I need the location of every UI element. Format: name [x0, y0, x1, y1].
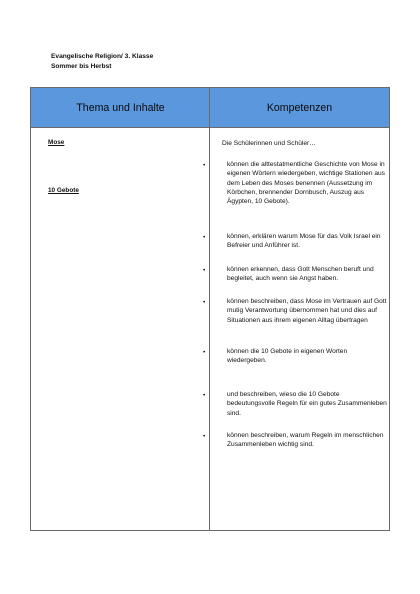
curriculum-table — [30, 87, 390, 531]
bullet-5: • — [203, 349, 206, 356]
bullet-6: • — [203, 392, 206, 399]
column-header-topics: Thema und Inhalte — [76, 101, 165, 114]
competency-item-5: können die 10 Gebote in eigenen Worten wiedergeben. — [227, 348, 348, 365]
bullet-7: • — [203, 433, 206, 440]
topic-10-gebote: 10 Gebote — [48, 187, 79, 194]
bullet-4: • — [203, 299, 206, 306]
competency-item-7: können beschreiben, warum Regeln im menschlichen Zusammenleben wichtig sind. — [227, 432, 384, 449]
competency-item-1: können die alttestatmentliche Geschichte von Mose in eigenen Wörtern wiedergeben, wichtige Stationen aus dem Leben des Moses benennen (Aussetzung im Körbchen, brennender Dornbusch, Auszug aus Ägypten, 10 Gebote). — [227, 161, 385, 206]
column-header-competencies: Kompetenzen — [266, 101, 333, 114]
competency-item-4: können beschreiben, dass Mose im Vertrauen auf Gott mutig Verantwortung übernommen hat und dies auf Situationen aus ihrem eigenen Alltag übertragen — [227, 298, 387, 324]
column-divider — [209, 88, 210, 530]
header-subject: Evangelische Religion/ 3. Klasse — [51, 53, 154, 60]
table-header-row — [31, 88, 389, 128]
topic-mose: Mose — [48, 139, 65, 146]
competency-intro: Die Schülerinnen und Schüler… — [222, 140, 316, 147]
bullet-1: • — [203, 162, 206, 169]
bullet-3: • — [203, 267, 206, 274]
competency-item-3: können erkennen, dass Gott Menschen beruft und begleitet, auch wenn sie Angst haben. — [227, 266, 374, 283]
competency-item-2: können, erklären warum Mose für das Volk Israel ein Befreier und Anführer ist. — [227, 233, 381, 250]
competency-item-6: und beschreiben, wieso die 10 Gebote bedeutungsvolle Regeln für ein gutes Zusammenleben sind. — [227, 391, 387, 417]
header-period: Sommer bis Herbst — [51, 63, 112, 71]
bullet-2: • — [203, 234, 206, 241]
document-header — [51, 52, 153, 73]
